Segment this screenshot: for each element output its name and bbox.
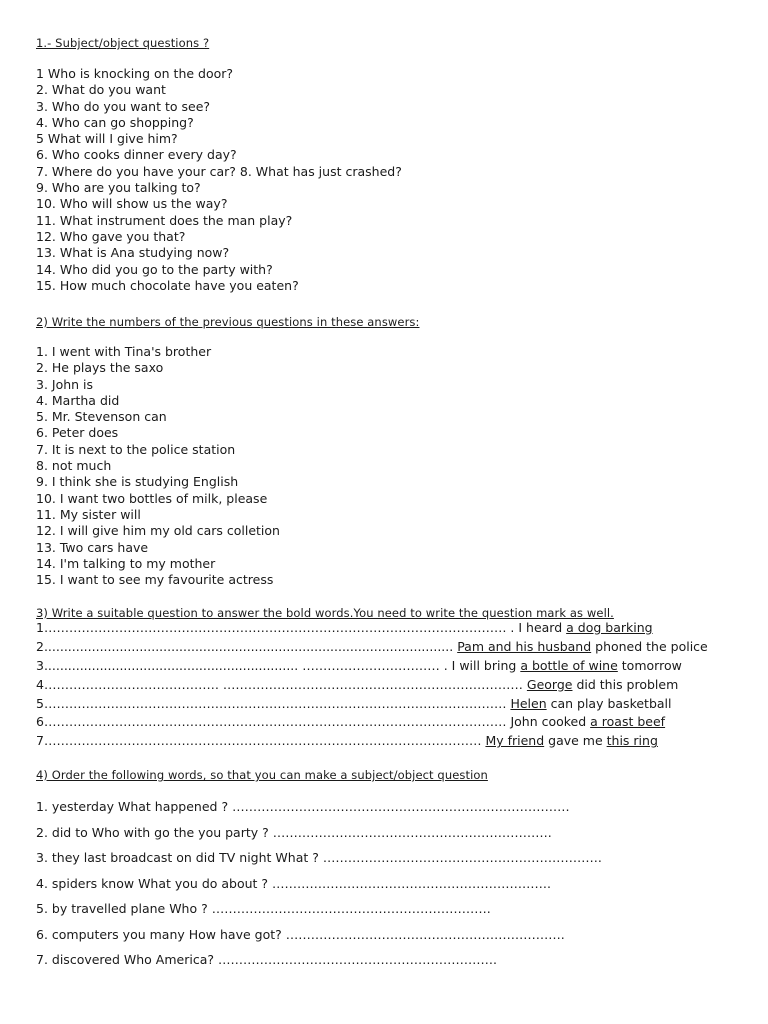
question-item: 10. Who will show us the way? <box>36 196 228 212</box>
answer-item: 8. not much <box>36 458 112 474</box>
question-item: 2. What do you want <box>36 82 166 98</box>
question-item: 15. How much chocolate have you eaten? <box>36 277 299 293</box>
question-item: 13. What is Ana studying now? <box>36 245 230 261</box>
section2-answer-list <box>36 344 280 588</box>
question-item: 6. Who cooks dinner every day? <box>36 147 237 163</box>
exercise3-line <box>36 638 708 657</box>
answer-blank[interactable]: …………………………………… ……………………………………………………………… <box>43 676 527 692</box>
underlined-word: a roast beef <box>590 714 666 730</box>
sentence-text: did this problem <box>572 676 679 692</box>
scrambled-words: 3. they last broadcast on did TV night What ? <box>36 850 323 865</box>
exercise4-line <box>36 896 602 922</box>
answer-item: 11. My sister will <box>36 506 141 522</box>
section2-heading: 2) Write the numbers of the previous questions in these answers: <box>36 315 420 329</box>
answer-blank[interactable]: …………………………………………………………. <box>272 824 552 840</box>
answer-item: 10. I want two bottles of milk, please <box>36 490 268 506</box>
section4-exercise-list <box>36 794 602 973</box>
answer-item: 15. I want to see my favourite actress <box>36 572 274 588</box>
answer-item: 2. He plays the saxo <box>36 360 164 376</box>
underlined-word: a bottle of wine <box>520 657 618 673</box>
answer-item: 9. I think she is studying English <box>36 474 239 490</box>
answer-blank[interactable]: …………………………………………………………. <box>322 850 602 865</box>
exercise3-number: 3 <box>36 657 44 673</box>
sentence-text: phoned the police <box>591 638 708 654</box>
exercise3-line <box>36 695 708 714</box>
underlined-word: George <box>526 676 573 692</box>
answer-blank[interactable]: …………………………………………………………. <box>217 952 497 967</box>
answer-blank[interactable]: …………………………………………………………. <box>211 901 491 916</box>
exercise4-line <box>36 871 602 897</box>
sentence-text: gave me <box>544 733 607 749</box>
question-item: 7. Where do you have your car? 8. What has just crashed? <box>36 163 402 179</box>
section1-heading: 1.- Subject/object questions ? <box>36 36 210 50</box>
question-item: 4. Who can go shopping? <box>36 114 194 130</box>
scrambled-words: 5. by travelled plane Who ? <box>36 901 212 916</box>
scrambled-words: 7. discovered Who America? <box>36 952 218 967</box>
section3-exercise-list <box>36 619 708 751</box>
exercise3-number: 2 <box>36 638 44 654</box>
question-item: 5 What will I give him? <box>36 131 178 147</box>
scrambled-words: 1. yesterday What happened ? <box>36 799 233 814</box>
underlined-word: a dog barking <box>566 620 653 635</box>
scrambled-words: 4. spiders know What you do about ? <box>36 875 273 891</box>
answer-blank[interactable]: ………………………………………………………………………………………………… <box>43 695 511 711</box>
scrambled-words: 6. computers you many How have got? <box>36 926 286 942</box>
exercise4-line <box>36 820 602 846</box>
exercise3-number: 5 <box>36 695 44 711</box>
question-item: 3. Who do you want to see? <box>36 98 211 114</box>
answer-item: 1. I went with Tina's brother <box>36 344 212 359</box>
question-item: 12. Who gave you that? <box>36 228 186 244</box>
answer-item: 6. Peter does <box>36 425 119 441</box>
answer-blank[interactable]: ……………………………………………………………………… <box>232 799 570 814</box>
exercise3-line <box>36 619 708 638</box>
answer-blank[interactable]: …………………………………………………………. <box>272 875 552 891</box>
answer-blank[interactable]: ................................................................ …………………………… . <box>43 657 452 673</box>
section3-heading: 3) Write a suitable question to answer the bold words.You need to write the question mark as well. <box>36 606 614 620</box>
exercise4-line <box>36 922 602 948</box>
section4-heading: 4) Order the following words, so that you can make a subject/object question <box>36 768 488 782</box>
exercise4-line <box>36 947 602 973</box>
exercise3-line <box>36 676 708 695</box>
answer-item: 13. Two cars have <box>36 539 149 555</box>
underlined-word: My friend <box>485 733 545 749</box>
sentence-text: can play basketball <box>546 695 672 711</box>
question-item: 1 Who is knocking on the door? <box>36 66 234 81</box>
answer-item: 5. Mr. Stevenson can <box>36 409 167 425</box>
question-item: 9. Who are you talking to? <box>36 180 201 196</box>
question-item: 11. What instrument does the man play? <box>36 212 293 228</box>
exercise3-line <box>36 713 708 732</box>
exercise3-number: 7 <box>36 733 44 749</box>
exercise4-line <box>36 845 602 871</box>
answer-item: 7. It is next to the police station <box>36 441 236 457</box>
question-item: 14. Who did you go to the party with? <box>36 261 273 277</box>
section1-question-list <box>36 66 402 294</box>
underlined-word: Pam and his husband <box>457 638 592 654</box>
answer-item: 12. I will give him my old cars colletion <box>36 523 280 539</box>
exercise3-number: 1 <box>36 620 44 635</box>
answer-blank[interactable]: …………………………………………………………. <box>285 926 565 942</box>
answer-item: 3. John is <box>36 376 94 392</box>
exercise4-line <box>36 794 602 820</box>
underlined-word: Helen <box>510 695 547 711</box>
answer-blank[interactable]: ………………………………………………………………………………………………… <box>43 714 511 730</box>
answer-blank[interactable]: …………………………………………………………………………………………… <box>43 733 486 749</box>
answer-item: 14. I'm talking to my mother <box>36 555 216 571</box>
exercise3-line <box>36 732 708 751</box>
sentence-text: tomorrow <box>617 657 682 673</box>
scrambled-words: 2. did to Who with go the you party ? <box>36 824 273 840</box>
sentence-text: I will bring <box>451 657 521 673</box>
underlined-word: this ring <box>606 733 658 749</box>
answer-item: 4. Martha did <box>36 392 120 408</box>
sentence-text: I heard <box>518 620 567 635</box>
answer-blank[interactable]: ………………………………………………………………………………………………… . <box>43 620 519 635</box>
answer-blank[interactable]: ....................................................................................................... <box>43 638 458 654</box>
exercise3-line <box>36 657 708 676</box>
exercise3-number: 4 <box>36 676 44 692</box>
exercise3-number: 6 <box>36 714 44 730</box>
sentence-text: John cooked <box>510 714 591 730</box>
